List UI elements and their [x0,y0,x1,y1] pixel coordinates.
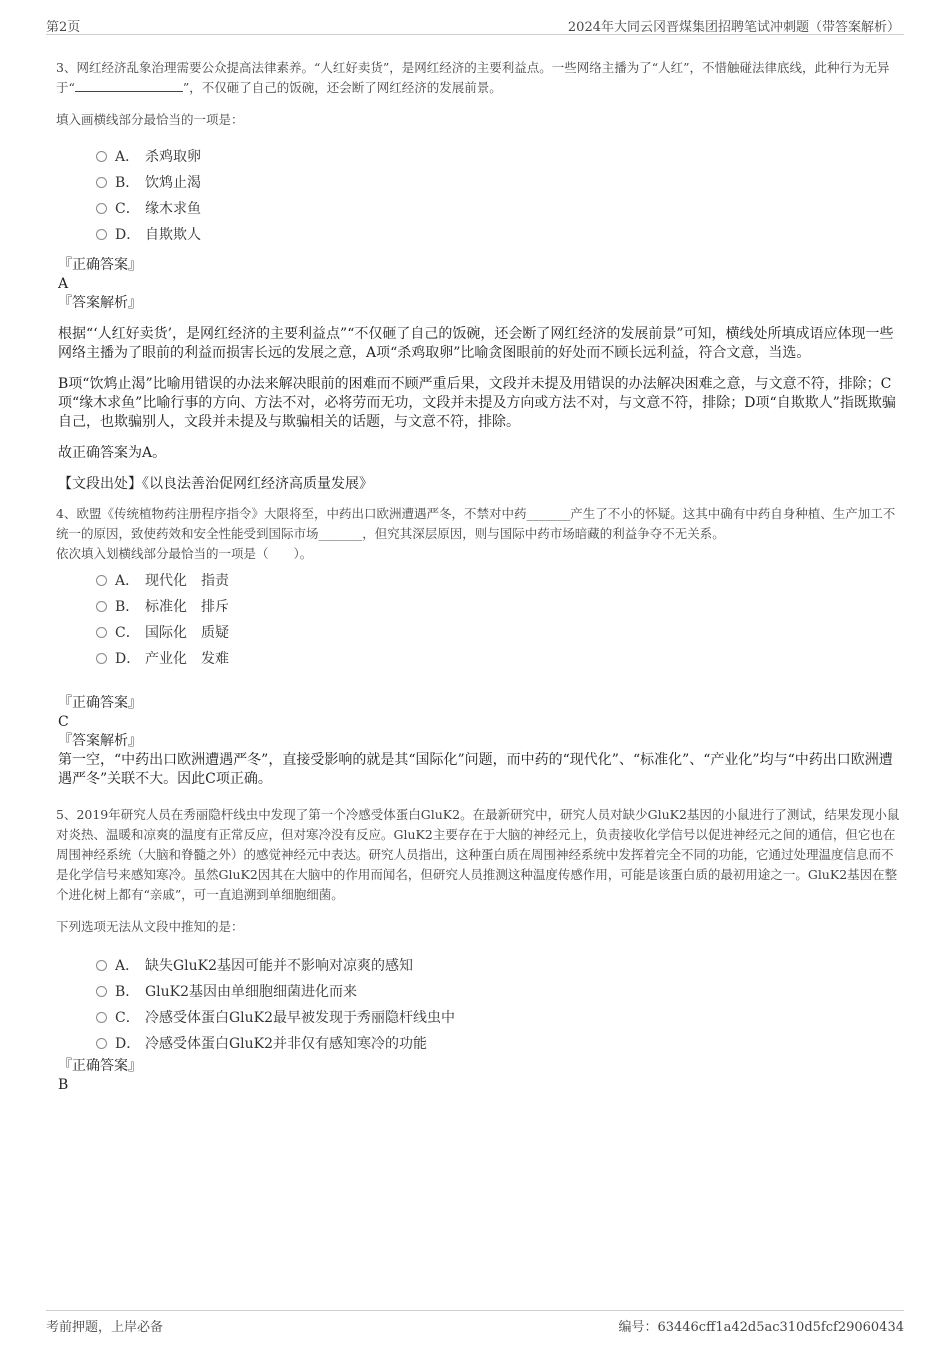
analysis-paragraph: 第一空，“中药出口欧洲遭遇严冬”，直接受影响的就是其“国际化”问题，而中药的“现代化”、“标准化”、“产业化”均与“中药出口欧洲遭遇严冬”关联不大。因此C项正确。 [58,752,893,787]
answer-value: A [58,276,69,292]
option-c[interactable]: C． 冷感受体蛋白GluK2最早被发现于秀丽隐杆线虫中 [96,1005,902,1031]
question-3-stem: 3、网红经济乱象治理需要公众提高法律素养。“人红好卖货”，是网红经济的主要利益点。一些网络主播为了“人红”，不惜触碰法律底线，此种行为无异于“ ”，不仅砸了自己的饭碗，还会断了网红经济的发展前景。 [56,60,890,95]
radio-icon[interactable] [96,653,107,664]
radio-icon[interactable] [96,575,107,586]
footer-slogan: 考前押题，上岸必备 [46,1320,164,1335]
question-5 [56,805,902,1095]
option-a[interactable]: A． 现代化 指责 [96,568,902,594]
page-header [46,14,904,35]
question-4-prompt: 依次填入划横线部分最恰当的一项是（ ）。 [56,546,313,561]
option-c[interactable]: C． 缘木求鱼 [96,196,902,222]
radio-icon[interactable] [96,151,107,162]
answer-label: 『正确答案』 [58,257,142,273]
document-title: 2024年大同云冈晋煤集团招聘笔试冲刺题（带答案解析） [567,20,900,35]
radio-icon[interactable] [96,203,107,214]
answer-value: B [58,1077,69,1093]
analysis-conclusion: 故正确答案为A。 [58,445,167,461]
question-4-stem: 4、欧盟《传统植物药注册程序指令》大限将至，中药出口欧洲遭遇严冬，不禁对中药_______产生了不小的怀疑。这其中确有中药自身种植、生产加工不统一的原因，致使药效和安全性能受到国际市场_______，但究其深层原因，则与国际中药市场暗藏的利益争夺不无关系。 [56,506,896,541]
option-b[interactable]: B． 饮鸩止渴 [96,170,902,196]
radio-icon[interactable] [96,177,107,188]
analysis-paragraph: B项“饮鸩止渴”比喻用错误的办法来解决眼前的困难而不顾严重后果，文段并未提及用错误的办法解决困难之意，与文意不符，排除；C项“缘木求鱼”比喻行事的方向、方法不对，必将劳而无功，文段并未提及方向或方法不对，与文意不符，排除；D项“自欺欺人”指既欺骗自己，也欺骗别人，文段并未提及与欺骗相关的话题，与文意不符，排除。 [58,376,896,430]
question-3-options [96,144,902,248]
option-a[interactable]: A． 缺失GluK2基因可能并不影响对凉爽的感知 [96,953,902,979]
page-number: 第2页 [46,20,81,35]
radio-icon[interactable] [96,601,107,612]
question-5-options [96,953,902,1057]
fill-blank [75,79,183,92]
answer-label: 『正确答案』 [58,695,142,711]
option-a[interactable]: A． 杀鸡取卵 [96,144,902,170]
analysis-label: 『答案解析』 [58,295,142,311]
answer-value: C [58,714,69,730]
analysis-paragraph: 根据“‘人红好卖货’，是网红经济的主要利益点”“不仅砸了自己的饭碗，还会断了网红经济的发展前景”可知，横线处所填成语应体现一些网络主播为了眼前的利益而损害长远的发展之意，A项“杀鸡取卵”比喻贪图眼前的好处而不顾长远利益，符合文意，当选。 [58,326,894,361]
source-citation: 【文段出处】《以良法善治促网红经济高质量发展》 [58,476,373,492]
option-d[interactable]: D． 产业化 发难 [96,646,902,672]
radio-icon[interactable] [96,960,107,971]
question-4 [56,504,902,789]
option-b[interactable]: B． 标准化 排斥 [96,594,902,620]
analysis-label: 『答案解析』 [58,733,142,749]
radio-icon[interactable] [96,627,107,638]
answer-label: 『正确答案』 [58,1058,142,1074]
question-5-stem: 5、2019年研究人员在秀丽隐杆线虫中发现了第一个冷感受体蛋白GluK2。在最新研究中，研究人员对缺少GluK2基因的小鼠进行了测试，结果发现小鼠对炎热、温暖和凉爽的温度有正常反应，但对寒冷没有反应。GluK2主要存在于大脑的神经元上，负责接收化学信号以促进神经元之间的通信，但它也在周围神经系统（大脑和脊髓之外）的感觉神经元中表达。研究人员指出，这种蛋白质在周围神经系统中发挥着完全不同的功能，它通过处理温度信息而不是化学信号来感知寒冷。虽然GluK2因其在大脑中的作用而闻名，但研究人员推测这种温度传感作用，可能是该蛋白质的最初用途之一。GluK2基因在整个进化树上都有“亲戚”，可一直追溯到单细胞细菌。 [56,807,900,902]
page-footer [46,1310,904,1335]
radio-icon[interactable] [96,1012,107,1023]
question-4-options [96,568,902,672]
option-c[interactable]: C． 国际化 质疑 [96,620,902,646]
question-3 [56,58,902,494]
document-serial: 编号：63446cff1a42d5ac310d5fcf29060434 [618,1320,904,1335]
option-d[interactable]: D． 自欺欺人 [96,222,902,248]
question-3-prompt: 填入画横线部分最恰当的一项是： [56,112,244,127]
option-b[interactable]: B． GluK2基因由单细胞细菌进化而来 [96,979,902,1005]
page-content [56,58,902,1095]
option-d[interactable]: D． 冷感受体蛋白GluK2并非仅有感知寒冷的功能 [96,1031,902,1057]
radio-icon[interactable] [96,1038,107,1049]
question-5-prompt: 下列选项无法从文段中推知的是： [56,919,244,934]
radio-icon[interactable] [96,229,107,240]
radio-icon[interactable] [96,986,107,997]
